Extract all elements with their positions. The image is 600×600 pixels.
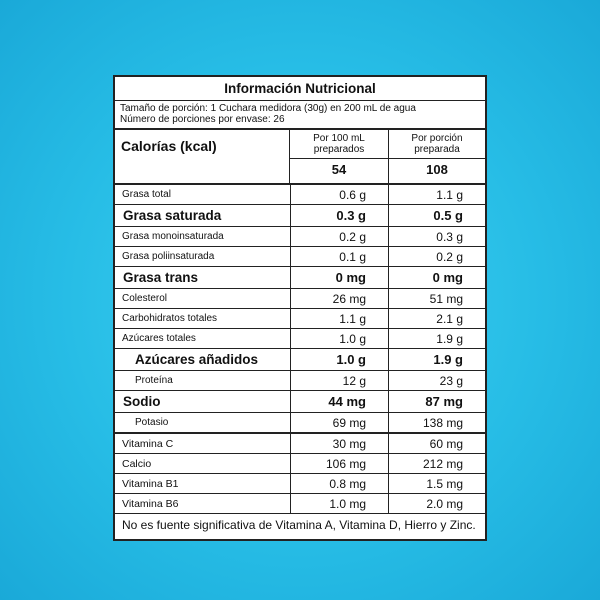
row-grasa-total [115, 185, 485, 205]
value-per-serving: 51 mg [429, 291, 463, 306]
nutrient-name: Grasa poliinsaturada [115, 247, 291, 266]
value-per-serving: 1.9 g [436, 331, 463, 346]
col2-header: Por porción preparada [389, 130, 485, 159]
value-per-serving: 87 mg [425, 394, 463, 409]
row-potasio [115, 413, 485, 434]
nutrient-name: Vitamina B1 [115, 474, 291, 493]
value-per-100ml: 0 mg [291, 267, 389, 288]
calories-block [115, 130, 485, 185]
value-per-serving: 2.1 g [436, 311, 463, 326]
value-per-100ml: 0.6 g [291, 185, 389, 204]
value-per-100ml: 1.0 g [291, 349, 389, 370]
row-vitamina-b1 [115, 474, 485, 494]
nutrient-name: Carbohidratos totales [115, 309, 291, 328]
row-sodio [115, 391, 485, 413]
row-grasa-saturada [115, 205, 485, 227]
value-per-100ml: 1.0 g [291, 329, 389, 348]
value-per-100ml: 0.2 g [291, 227, 389, 246]
nutrient-name: Proteína [115, 371, 291, 390]
nutrient-name: Calcio [115, 454, 291, 473]
value-per-100ml: 30 mg [291, 434, 389, 453]
row-grasa-monoinsaturada [115, 227, 485, 247]
serving-info [115, 101, 485, 130]
nutrient-name: Potasio [115, 413, 291, 432]
value-per-serving: 23 g [439, 373, 463, 388]
row-vitamina-c [115, 434, 485, 454]
value-per-100ml: 0.1 g [291, 247, 389, 266]
serving-size: Tamaño de porción: 1 Cuchara medidora (30g) en 200 mL de agua [120, 103, 416, 114]
calories-label: Calorías (kcal) [115, 130, 290, 183]
row-vitamina-b6 [115, 494, 485, 514]
value-per-serving: 138 mg [422, 415, 463, 430]
calories-per-100ml: 54 [331, 162, 347, 177]
row-colesterol [115, 289, 485, 309]
row-calcio [115, 454, 485, 474]
nutrient-name: Azúcares totales [115, 329, 291, 348]
calories-per-serving: 108 [426, 162, 448, 177]
label-title: Información Nutricional [115, 77, 485, 101]
column-per-100ml [290, 130, 389, 183]
value-per-100ml: 1.1 g [291, 309, 389, 328]
row-grasa-trans [115, 267, 485, 289]
row-proteina [115, 371, 485, 391]
value-per-serving: 0.2 g [436, 249, 463, 264]
value-per-serving: 1.1 g [436, 187, 463, 202]
column-per-serving [389, 130, 485, 183]
row-carbohidratos-totales [115, 309, 485, 329]
value-per-100ml: 26 mg [291, 289, 389, 308]
value-per-serving: 1.5 mg [426, 476, 463, 491]
nutrient-name: Grasa saturada [115, 205, 291, 226]
row-azucares-totales [115, 329, 485, 349]
servings-per-container: Número de porciones por envase: 26 [120, 114, 285, 125]
nutrient-name: Sodio [115, 391, 291, 412]
value-per-100ml: 0.8 mg [291, 474, 389, 493]
nutrient-name: Vitamina B6 [115, 494, 291, 513]
value-per-100ml: 1.0 mg [291, 494, 389, 513]
nutrient-name: Grasa monoinsaturada [115, 227, 291, 246]
value-per-serving: 0 mg [432, 270, 463, 285]
value-per-serving: 212 mg [422, 456, 463, 471]
value-per-serving: 60 mg [429, 436, 463, 451]
value-per-100ml: 0.3 g [291, 205, 389, 226]
value-per-serving: 1.9 g [433, 352, 463, 367]
nutrient-name: Grasa total [115, 185, 291, 204]
row-grasa-poliinsaturada [115, 247, 485, 267]
value-per-100ml: 69 mg [291, 413, 389, 432]
nutrient-name: Colesterol [115, 289, 291, 308]
value-per-100ml: 12 g [291, 371, 389, 390]
value-per-serving: 0.5 g [433, 208, 463, 223]
nutrient-name: Vitamina C [115, 434, 291, 453]
nutrition-facts-label [113, 75, 487, 541]
nutrient-name: Azúcares añadidos [115, 349, 291, 370]
value-per-100ml: 106 mg [291, 454, 389, 473]
col1-header: Por 100 mL preparados [290, 130, 388, 159]
row-azucares-anadidos [115, 349, 485, 371]
footer-note: No es fuente significativa de Vitamina A, Vitamina D, Hierro y Zinc. [122, 518, 476, 532]
value-per-serving: 0.3 g [436, 229, 463, 244]
value-per-100ml: 44 mg [291, 391, 389, 412]
nutrient-name: Grasa trans [115, 267, 291, 288]
value-per-serving: 2.0 mg [426, 496, 463, 511]
